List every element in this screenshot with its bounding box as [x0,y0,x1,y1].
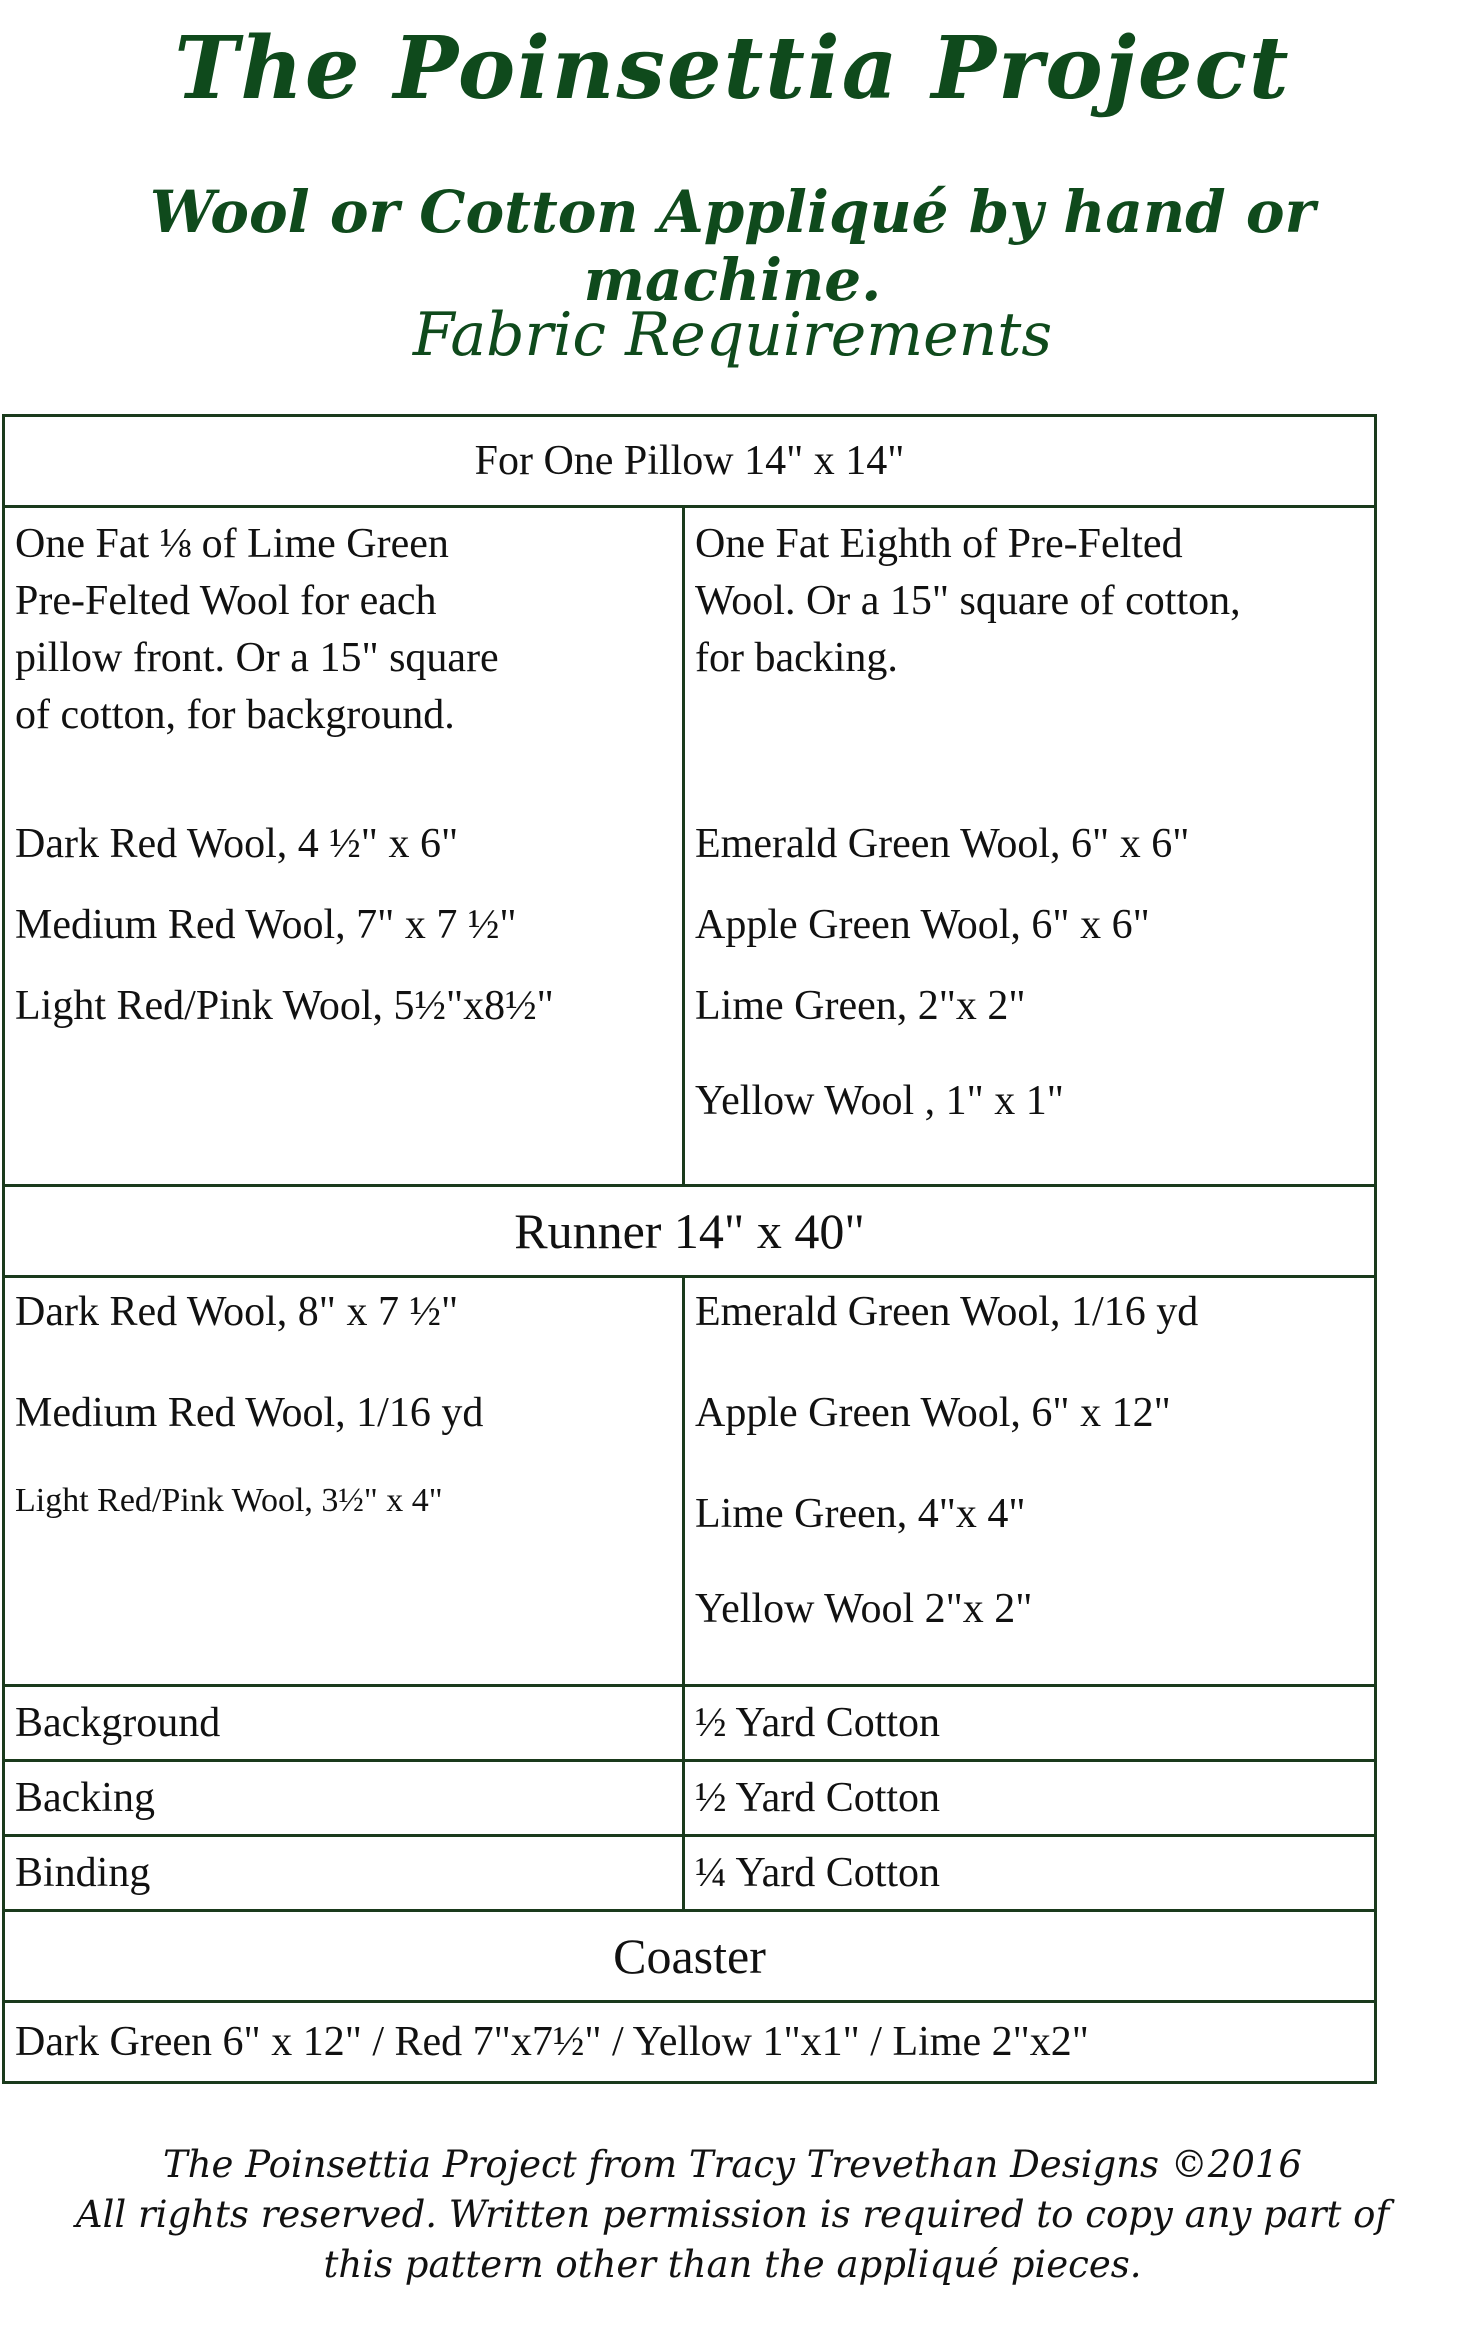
pillow-right-item: Yellow Wool , 1" x 1" [695,1078,1064,1124]
pillow-left-intro-line: of cotton, for background. [15,692,455,738]
pillow-left-item: Dark Red Wool, 4 ½" x 6" [15,821,459,867]
pillow-left-item: Medium Red Wool, 7" x 7 ½" [15,902,517,948]
fabric-requirements-table [2,414,1377,2084]
row-label: Backing [4,1761,684,1836]
row-label: Background [4,1686,684,1761]
pillow-left-intro-line: pillow front. Or a 15" square [15,635,499,681]
table-row [4,1761,1376,1836]
page-title: The Poinsettia Project [174,18,1291,119]
footer-line: The Poinsettia Project from Tracy Trevethan Designs ©2016 [163,2143,1302,2186]
row-value: ½ Yard Cotton [684,1761,1376,1836]
runner-right-item: Yellow Wool 2"x 2" [695,1586,1033,1632]
runner-right-item: Apple Green Wool, 6" x 12" [695,1390,1171,1436]
pillow-right-item: Lime Green, 2"x 2" [695,983,1026,1029]
row-label: Binding [4,1836,684,1911]
coaster-heading: Coaster [4,1911,1376,2002]
runner-heading: Runner 14" x 40" [4,1186,1376,1277]
coaster-line: Dark Green 6" x 12" / Red 7"x7½" / Yellow 1"x1" / Lime 2"x2" [4,2002,1376,2083]
table-row [4,1836,1376,1911]
pillow-left-cell [4,507,684,1186]
copyright-footer [0,2140,1465,2290]
runner-right-item: Emerald Green Wool, 1/16 yd [695,1289,1199,1335]
pillow-left-intro-line: Pre-Felted Wool for each [15,578,437,624]
runner-left-item: Medium Red Wool, 1/16 yd [15,1390,484,1436]
runner-right-item: Lime Green, 4"x 4" [695,1491,1026,1537]
row-value: ¼ Yard Cotton [684,1836,1376,1911]
runner-left-item: Light Red/Pink Wool, 3½" x 4" [15,1482,443,1519]
runner-left-item: Dark Red Wool, 8" x 7 ½" [15,1289,459,1335]
pillow-right-cell [684,507,1376,1186]
runner-right-cell [684,1277,1376,1686]
pillow-right-intro-line: for backing. [695,635,898,681]
section-title: Fabric Requirements [412,300,1053,370]
pillow-right-intro-line: One Fat Eighth of Pre-Felted [695,521,1183,567]
pillow-right-intro-line: Wool. Or a 15" square of cotton, [695,578,1241,624]
row-value: ½ Yard Cotton [684,1686,1376,1761]
pillow-right-item: Apple Green Wool, 6" x 6" [695,902,1150,948]
pillow-left-item: Light Red/Pink Wool, 5½"x8½" [15,983,554,1029]
runner-left-cell [4,1277,684,1686]
pillow-left-intro-line: One Fat ⅛ of Lime Green [15,521,449,567]
pillow-heading: For One Pillow 14" x 14" [4,416,1376,507]
table-row [4,1686,1376,1761]
footer-line: All rights reserved. Written permission is required to copy any part of [75,2193,1390,2236]
pillow-right-item: Emerald Green Wool, 6" x 6" [695,821,1190,867]
page-subtitle: Wool or Cotton Appliqué by hand or machine. [149,178,1316,314]
footer-line: this pattern other than the appliqué pieces. [323,2243,1142,2286]
